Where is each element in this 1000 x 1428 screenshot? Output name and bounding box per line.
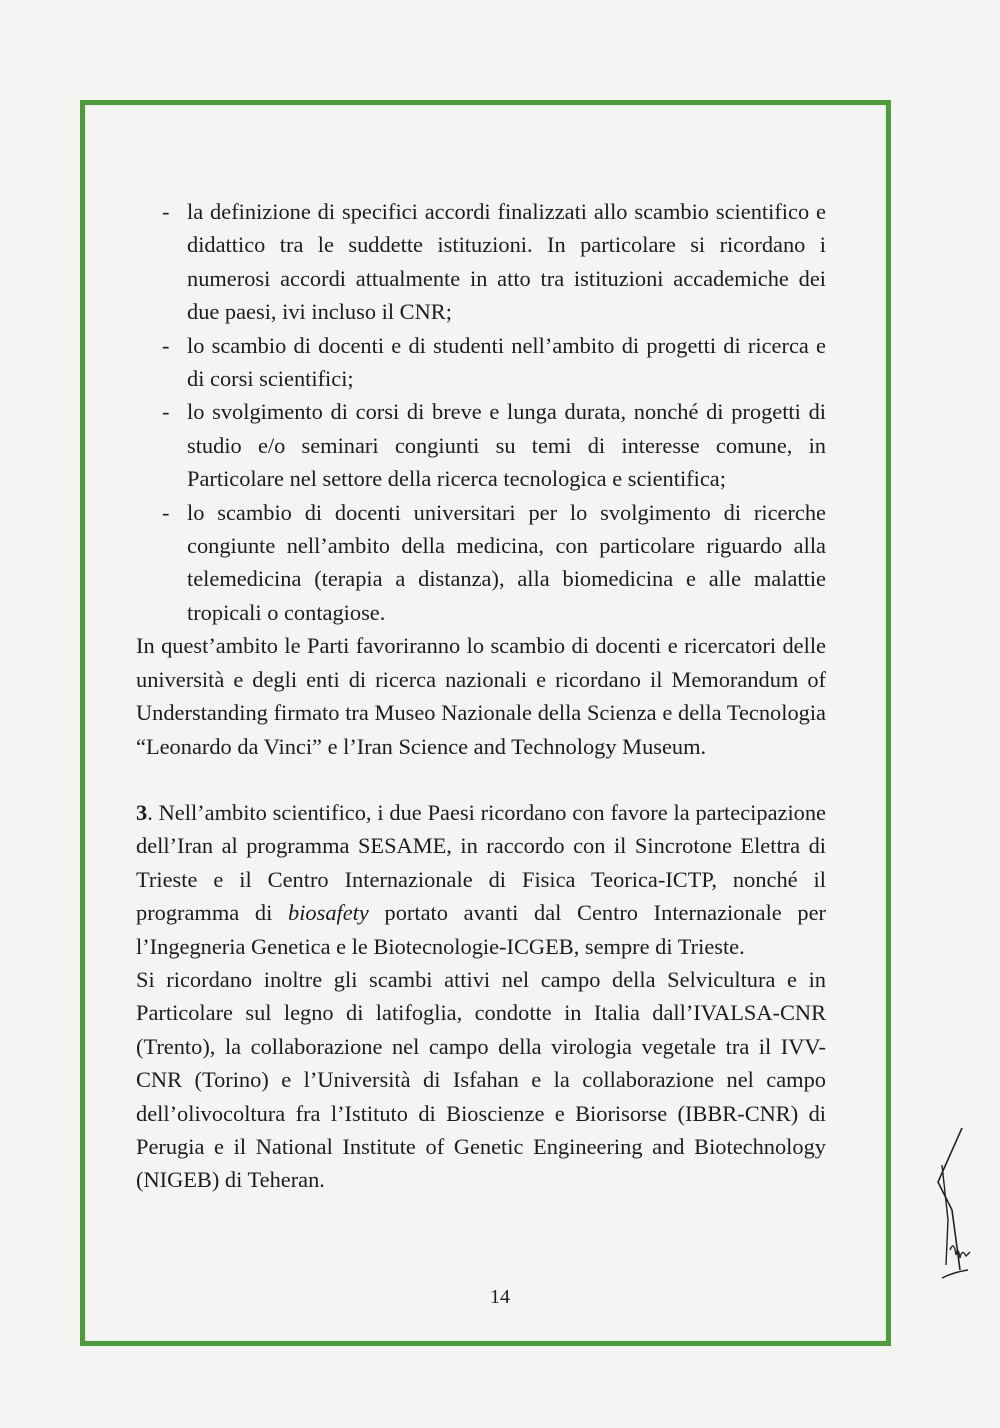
- signature-stroke: [942, 1270, 968, 1278]
- paragraph-gap: [136, 763, 826, 796]
- section-3-paragraph: 3. Nell’ambito scientifico, i due Paesi ricordano con favore la partecipazione dell’Iran al programma SESAME, in raccordo con il Sincrotone Elettra di Trieste e il Centro Internazionale di Fisica Teorica-ICTP, nonché il programma di biosafety portato avanti dal Centro Internazionale per l’Ingegneria Genetica e le Biotecnologie-ICGEB, sempre di Trieste.: [136, 799, 826, 959]
- list-item: - lo scambio di docenti universitari per lo svolgimento di ricerche congiunte nell’ambito della medicina, con particolare riguardo alla telemedicina (terapia a distanza), alla biomedicina e alle malattie tropicali o contagiose.: [136, 496, 826, 630]
- italic-term: biosafety: [288, 900, 369, 926]
- bullet-dash: -: [162, 199, 170, 224]
- handwritten-signature: [910, 1120, 990, 1290]
- section-number: 3: [136, 799, 148, 825]
- list-item: - lo svolgimento di corsi di breve e lunga durata, nonché di progetti di studio e/o seminari congiunti su temi di interesse comune, in Particolare nel settore della ricerca tecnologica e scientifica;: [136, 395, 826, 495]
- list-item: - lo scambio di docenti e di studenti nell’ambito di progetti di ricerca e di corsi scientifici;: [136, 329, 826, 396]
- document-body: [136, 195, 826, 1197]
- bullet-dash: -: [162, 332, 170, 358]
- bullet-dash: -: [162, 499, 170, 525]
- bullet-dash: -: [162, 399, 170, 425]
- page-number: 14: [490, 1286, 510, 1308]
- signature-stroke: [942, 1165, 948, 1265]
- paragraph-forestry: Si ricordano inoltre gli scambi attivi nel campo della Selvicultura e in Particolare sul legno di latifoglia, condotte in Italia dall’IVALSA-CNR (Trento), la collaborazione nel campo della virologia vegetale tra il IVV-CNR (Torino) e l’Università di Isfahan e la collaborazione nel campo dell’olivocoltura fra l’Istituto di Bioscienze e Biorisorse (IBBR-CNR) di Perugia e il National Institute of Genetic Engineering and Biotechnology (NIGEB) di Teheran.: [136, 966, 826, 1193]
- signature-stroke: [950, 1246, 970, 1258]
- paragraph-exchange: In quest’ambito le Parti favoriranno lo scambio di docenti e ricercatori delle università e degli enti di ricerca nazionali e ricordano il Memorandum of Understanding firmato tra Museo Nazionale della Scienza e della Tecnologia “Leonardo da Vinci” e l’Iran Science and Technology Museum.: [136, 633, 826, 759]
- list-item: - la definizione di specifici accordi finalizzati allo scambio scientifico e didattico tra le suddette istituzioni. In particolare si ricordano i numerosi accordi attualmente in atto tra istituzioni accademiche dei due paesi, ivi incluso il CNR;: [136, 195, 826, 329]
